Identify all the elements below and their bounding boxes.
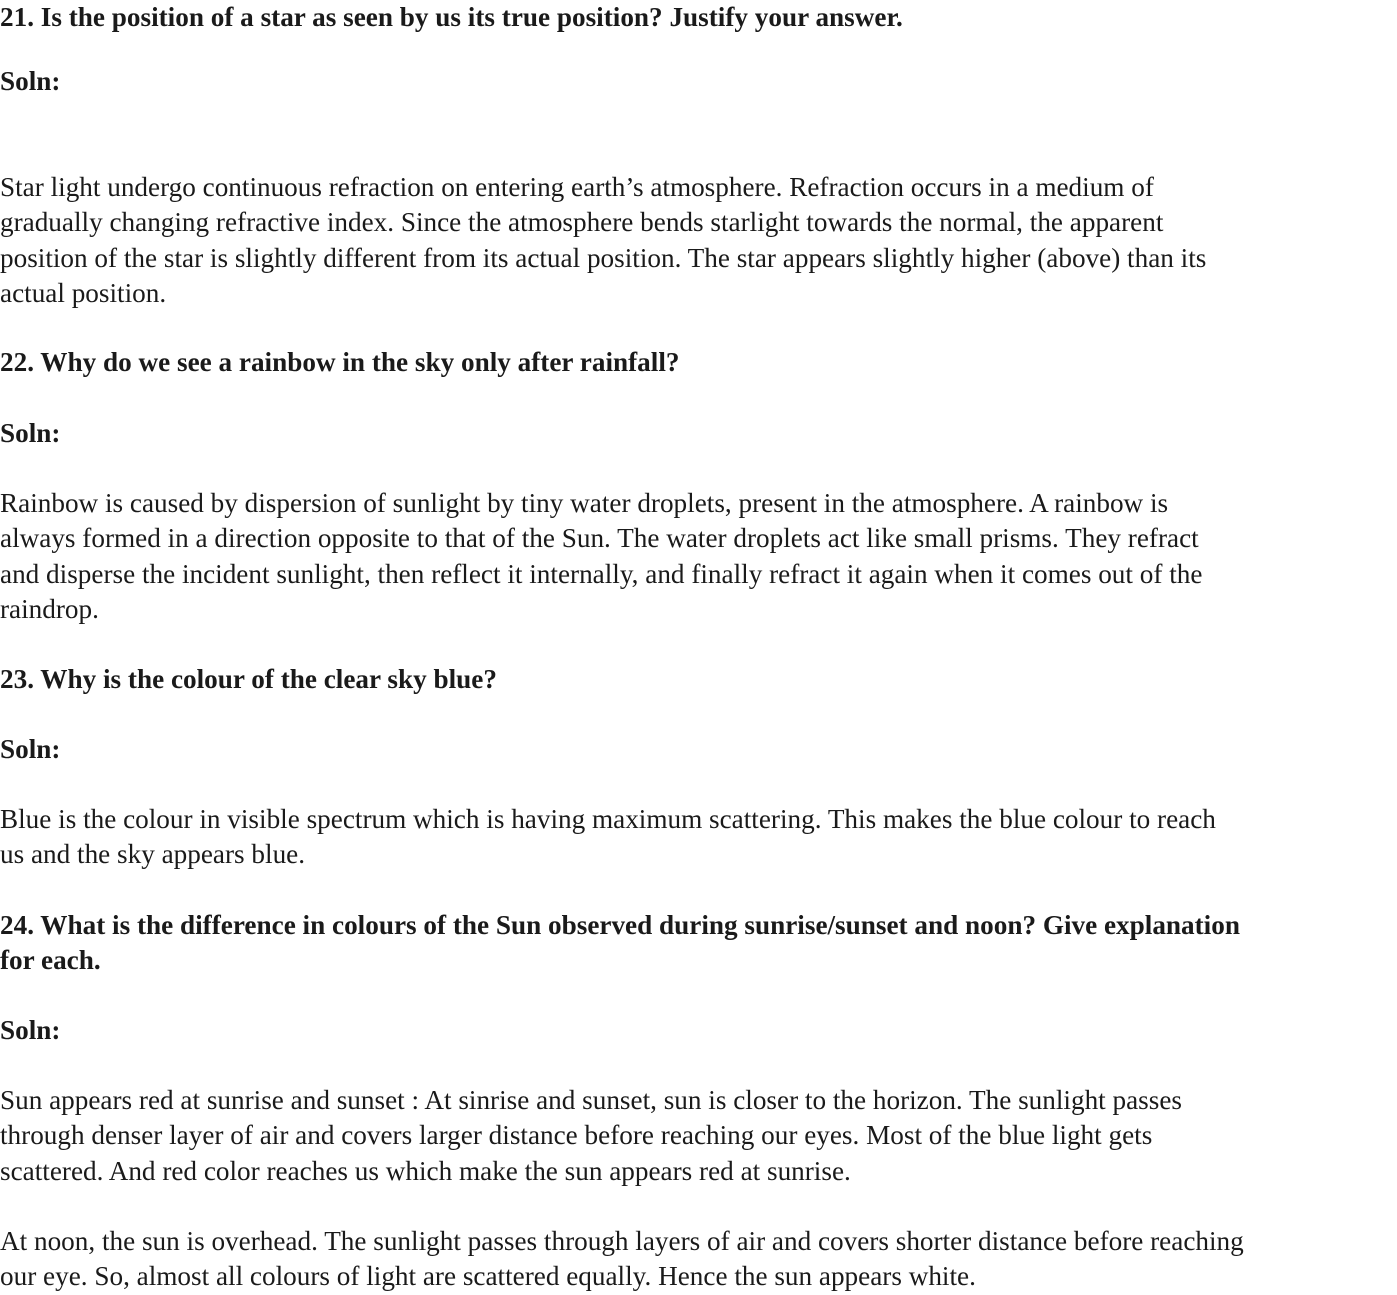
answer-line: through denser layer of air and covers larger distance before reaching our eyes. Most of the blue light gets [0,1120,1153,1151]
solution-label-21: Soln: [0,66,61,96]
answer-24-part-2 [0,1224,1397,1295]
question-22: 22. Why do we see a rainbow in the sky only after rainfall? [0,347,680,377]
question-line: for each. [0,945,101,976]
answer-line: and disperse the incident sunlight, then reflect it internally, and finally refract it again when it comes out of the [0,558,1203,589]
answer-21 [0,170,1397,311]
answer-24-part-1 [0,1083,1397,1189]
answer-23 [0,802,1397,873]
answer-line: scattered. And red color reaches us which make the sun appears red at sunrise. [0,1155,851,1186]
question-24 [0,908,1397,979]
question-line: 24. What is the difference in colours of the Sun observed during sunrise/sunset and noon? Give explanation [0,910,1240,940]
answer-line: always formed in a direction opposite to that of the Sun. The water droplets act like small prisms. They refract [0,523,1199,554]
answer-line: position of the star is slightly different from its actual position. The star appears slightly higher (above) than its [0,242,1207,273]
answer-line: Star light undergo continuous refraction on entering earth’s atmosphere. Refraction occurs in a medium of [0,172,1154,202]
question-23: 23. Why is the colour of the clear sky blue? [0,664,497,694]
solution-label-22: Soln: [0,418,61,448]
question-21: 21. Is the position of a star as seen by us its true position? Justify your answer. [0,2,903,32]
solution-label-23: Soln: [0,734,61,764]
answer-line: Sun appears red at sunrise and sunset : At sinrise and sunset, sun is closer to the horizon. The sunlight passes [0,1085,1182,1115]
answer-line: raindrop. [0,593,99,624]
answer-line: Blue is the colour in visible spectrum which is having maximum scattering. This makes the blue colour to reach [0,804,1216,834]
answer-line: our eye. So, almost all colours of light are scattered equally. Hence the sun appears white. [0,1261,976,1292]
answer-line: Rainbow is caused by dispersion of sunlight by tiny water droplets, present in the atmosphere. A rainbow is [0,488,1169,518]
answer-line: At noon, the sun is overhead. The sunlight passes through layers of air and covers shorter distance before reaching [0,1226,1244,1256]
answer-line: us and the sky appears blue. [0,839,306,870]
answer-22 [0,486,1397,627]
answer-line: actual position. [0,277,167,308]
solution-label-24: Soln: [0,1015,61,1045]
answer-line: gradually changing refractive index. Since the atmosphere bends starlight towards the normal, the apparent [0,207,1164,238]
